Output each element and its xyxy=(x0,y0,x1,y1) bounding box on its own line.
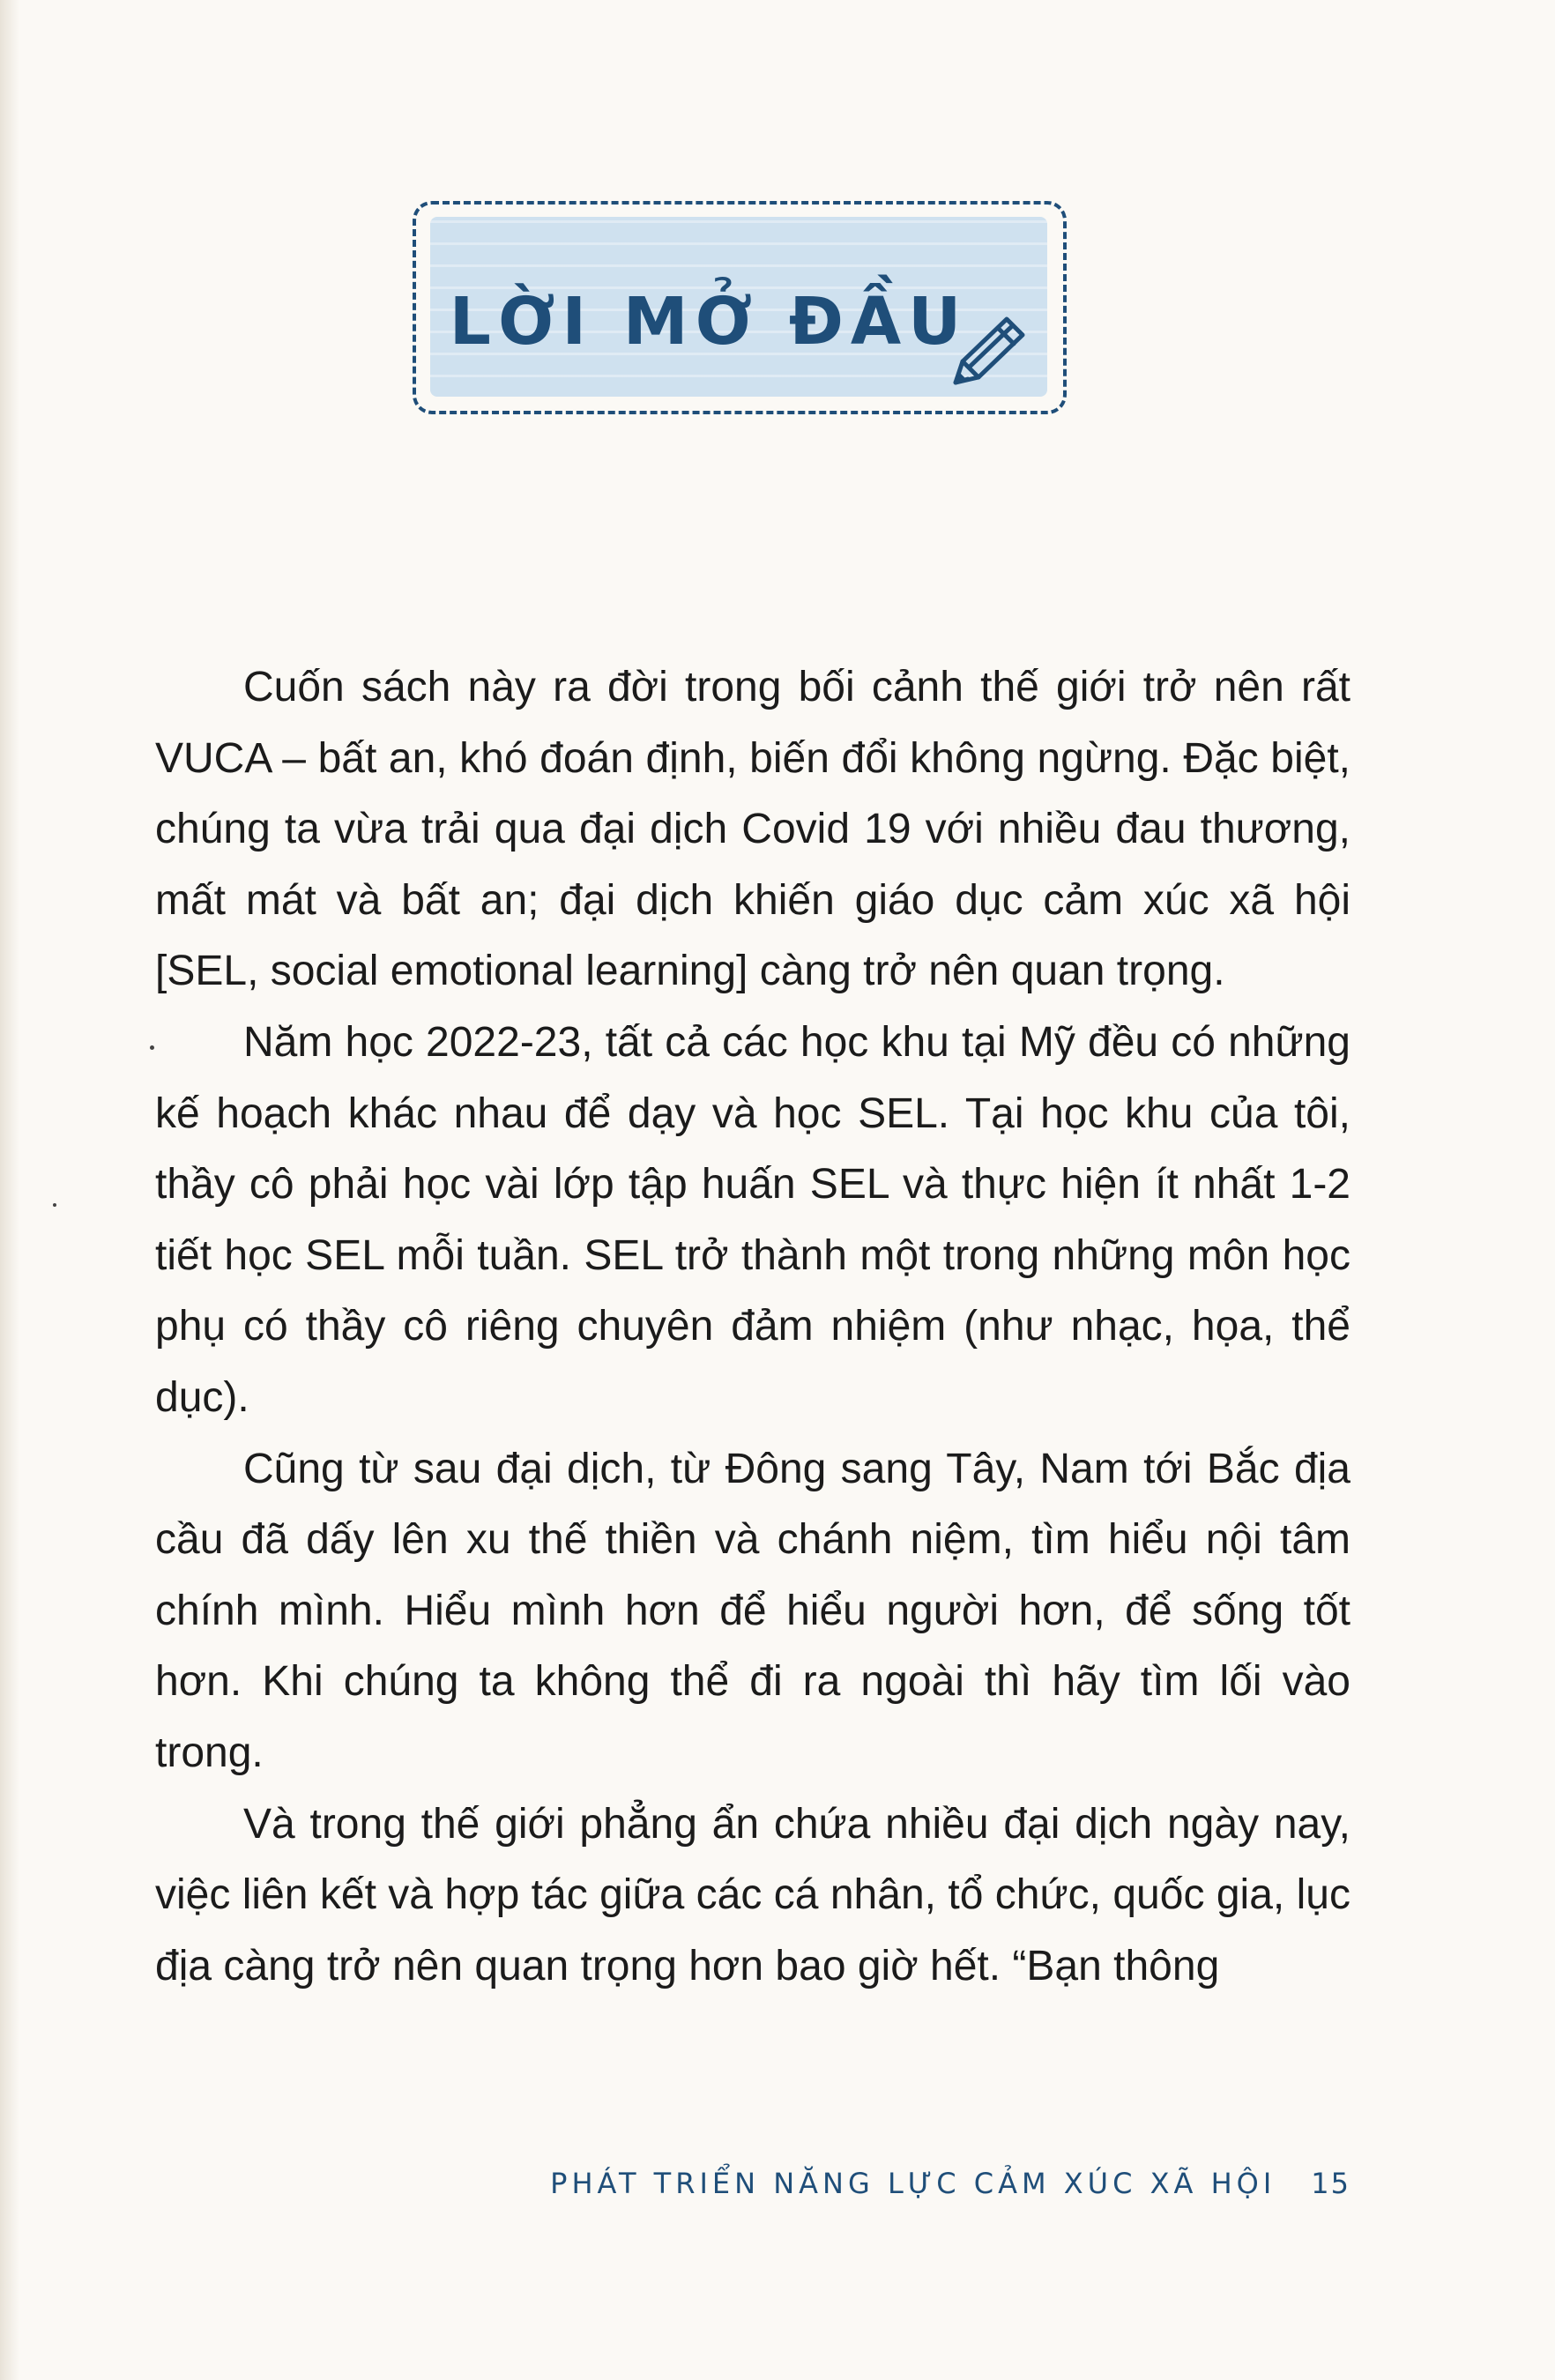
paragraph: Năm học 2022-23, tất cả các học khu tại Mỹ đều có những kế hoạch khác nhau để dạy và học SEL. Tại học khu của tôi, thầy cô phải học vài lớp tập huấn SEL và thực hiện ít nhất 1-2 tiết học SEL mỗi tuần. SEL trở thành một trong những môn học phụ có thầy cô riêng chuyên đảm nhiệm (như nhạc, họa, thể dục). xyxy=(155,1018,1350,1421)
pencil-icon xyxy=(936,307,1033,404)
print-speck xyxy=(53,1203,56,1207)
page-number: 15 xyxy=(1311,2167,1350,2200)
page-gutter-shadow xyxy=(0,0,19,2380)
paragraph: Cuốn sách này ra đời trong bối cảnh thế giới trở nên rất VUCA – bất an, khó đoán định, biến đổi không ngừng. Đặc biệt, chúng ta vừa trải qua đại dịch Covid 19 với nhiều đau thương, mất mát và bất an; đại dịch khiến giáo dục cảm xúc xã hội [SEL, social emotional learning] càng trở nên quan trọng. xyxy=(155,664,1350,995)
paragraph: Và trong thế giới phẳng ẩn chứa nhiều đại dịch ngày nay, việc liên kết và hợp tác giữa các cá nhân, tổ chức, quốc gia, lục địa càng trở nên quan trọng hơn bao giờ hết. “Bạn thông xyxy=(155,1800,1350,1990)
body-text xyxy=(155,652,1350,2002)
title-frame xyxy=(413,201,1067,414)
print-speck xyxy=(150,1045,154,1050)
page-title: LỜI MỞ ĐẦU xyxy=(449,284,969,360)
paragraph: Cũng từ sau đại dịch, từ Đông sang Tây, Nam tới Bắc địa cầu đã dấy lên xu thế thiền và chánh niệm, tìm hiểu nội tâm chính mình. Hiểu mình hơn để hiểu người hơn, để sống tốt hơn. Khi chúng ta không thể đi ra ngoài thì hãy tìm lối vào trong. xyxy=(155,1445,1350,1776)
running-title: PHÁT TRIỂN NĂNG LỰC CẢM XÚC XÃ HỘI xyxy=(550,2167,1276,2200)
page-footer xyxy=(0,2167,1350,2200)
